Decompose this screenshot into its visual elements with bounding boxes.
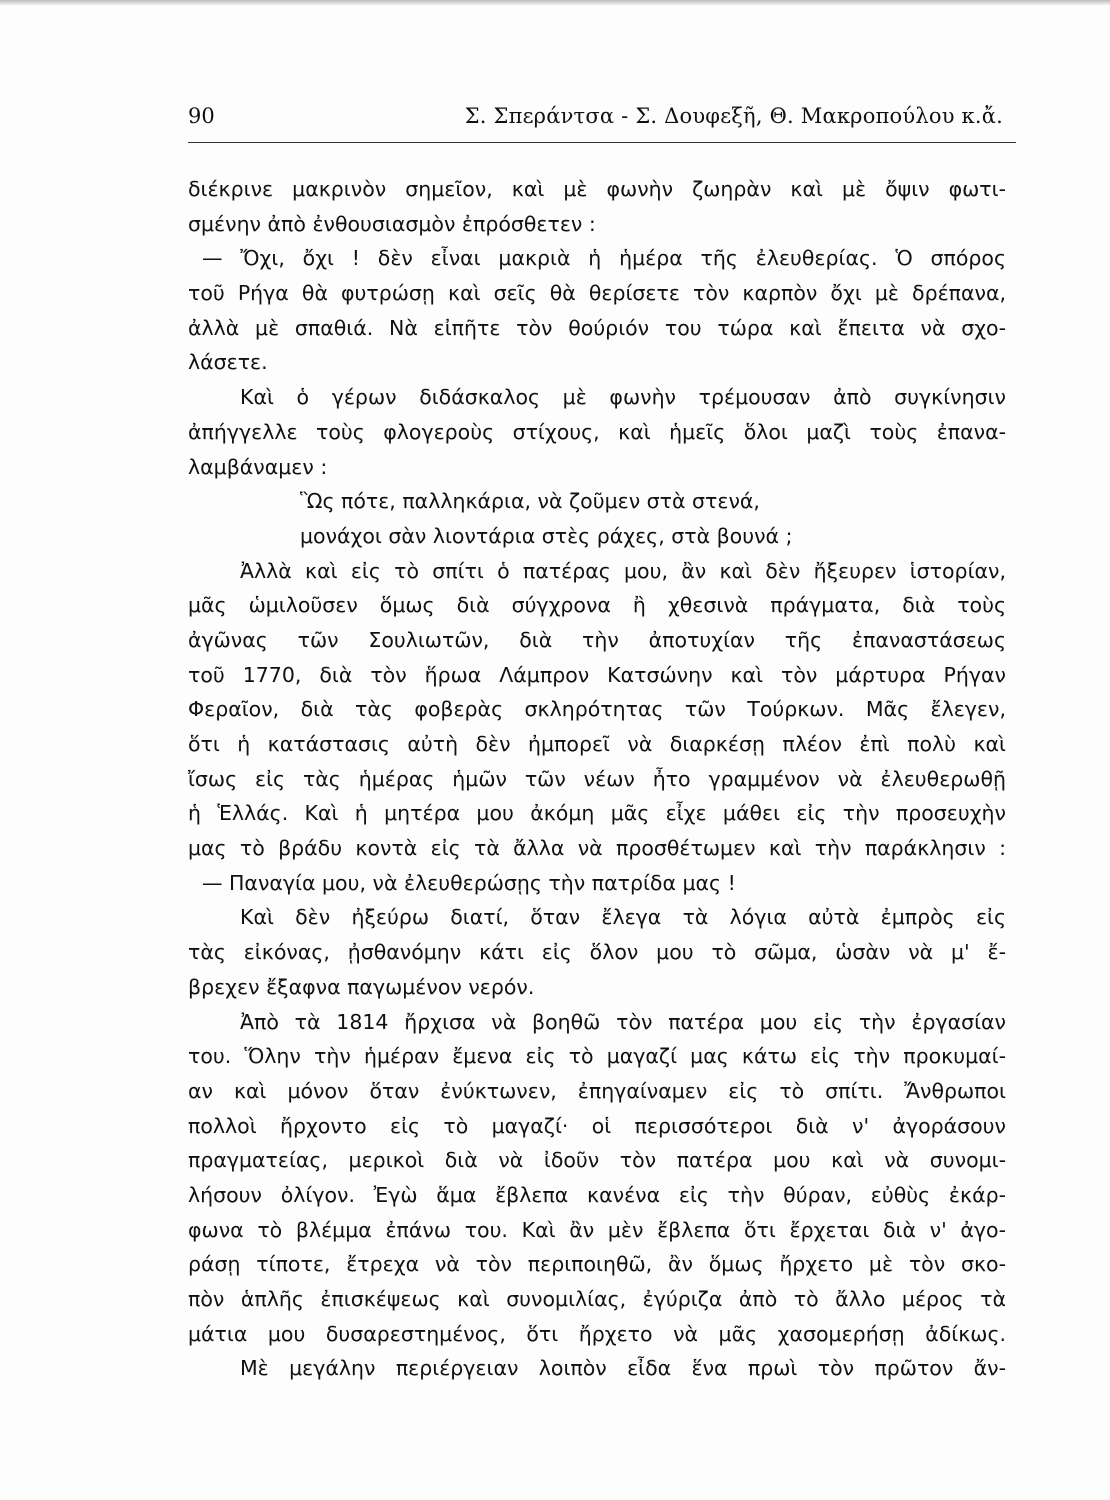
text-line: μάτια μου δυσαρεστημένος, ὅτι ἤρχετο νὰ μᾶς χασομερήσῃ ἀδίκως. [188,1321,1006,1346]
text-line: φωνα τὸ βλέμμα ἐπάνω του. Καὶ ἂν μὲν ἔβλεπα ὅτι ἔρχεται διὰ ν' ἀγο- [188,1217,1006,1242]
text-line: σμένην ἀπὸ ἐνθουσιασμὸν ἐπρόσθετεν : [188,211,596,236]
text-line: ἡ Ἑλλάς. Καὶ ἡ μητέρα μου ἀκόμη μᾶς εἶχε μάθει εἰς τὴν προσευχὴν [188,801,1006,826]
text-line: ὅτι ἡ κατάστασις αὐτὴ δὲν ἠμπορεῖ νὰ διαρκέσῃ πλέον ἐπὶ πολὺ καὶ [188,732,1006,756]
text-line: ράσῃ τίποτε, ἔτρεχα νὰ τὸν περιποιηθῶ, ἂν ὅμως ἤρχετο μὲ τὸν σκο- [188,1252,1006,1277]
text-line: διέκρινε μακρινὸν σημεῖον, καὶ μὲ φωνὴν ζωηρὰν καὶ μὲ ὄψιν φωτι- [188,177,1006,201]
text-line: μας τὸ βράδυ κοντὰ εἰς τὰ ἄλλα νὰ προσθέτωμεν καὶ τὴν παράκλησιν : [188,836,1006,861]
text-line: λάσετε. [188,350,268,375]
text-line: μᾶς ὡμιλοῦσεν ὅμως διὰ σύγχρονα ἢ χθεσινὰ πράγματα, διὰ τοὺς [188,593,1006,618]
text-line: πραγματείας, μερικοὶ διὰ νὰ ἰδοῦν τὸν πατέρα μου καὶ νὰ συνομι- [188,1148,1006,1173]
verse-line: Ὣς πότε, παλληκάρια, νὰ ζοῦμεν στὰ στενά, [300,489,760,514]
text-line: βρεχεν ἔξαφνα παγωμένον νερόν. [188,974,535,999]
text-line: του. Ὅλην τὴν ἡμέραν ἔμενα εἰς τὸ μαγαζί μας κάτω εἰς τὴν προκυμαί- [188,1044,1006,1069]
text-line: Καὶ ὁ γέρων διδάσκαλος μὲ φωνὴν τρέμουσαν ἀπὸ συγκίνησιν [240,385,1006,410]
body-text [188,172,1006,1386]
header-title: Σ. Σπεράντσα - Σ. Δουφεξῆ, Θ. Μακροπούλου κ.ἄ. [464,104,1003,128]
text-line: Ἀλλὰ καὶ εἰς τὸ σπίτι ὁ πατέρας μου, ἂν καὶ δὲν ἤξευρεν ἱστορίαν, [240,558,1006,583]
text-line: λήσουν ὀλίγον. Ἐγὼ ἅμα ἔβλεπα κανένα εἰς τὴν θύραν, εὐθὺς ἐκάρ- [188,1182,1006,1207]
text-line: τοῦ Ρήγα θὰ φυτρώσῃ καὶ σεῖς θὰ θερίσετε τὸν καρπὸν ὄχι μὲ δρέπανα, [188,281,1006,306]
text-line: Ἀπὸ τὰ 1814 ἤρχισα νὰ βοηθῶ τὸν πατέρα μου εἰς τὴν ἐργασίαν [240,1009,1006,1034]
text-line: ἀπήγγελλε τοὺς φλογεροὺς στίχους, καὶ ἡμεῖς ὅλοι μαζὶ τοὺς ἐπανα- [188,419,1006,444]
verse-line: μονάχοι σὰν λιοντάρια στὲς ράχες, στὰ βουνά ; [300,523,793,548]
scan-edge [0,0,1110,6]
text-line: πολλοὶ ἤρχοντο εἰς τὸ μαγαζί· οἱ περισσότεροι διὰ ν' ἀγοράσουν [188,1113,1006,1138]
text-line: Καὶ δὲν ἠξεύρω διατί, ὅταν ἔλεγα τὰ λόγια αὐτὰ ἐμπρὸς εἰς [240,905,1006,930]
text-line: Φεραῖον, διὰ τὰς φοβερὰς σκληρότητας τῶν Τούρκων. Μᾶς ἔλεγεν, [188,697,1006,722]
text-line: ἀλλὰ μὲ σπαθιά. Νὰ εἰπῆτε τὸν θούριόν του τώρα καὶ ἔπειτα νὰ σχο- [188,315,1006,340]
text-line: — Ὄχι, ὄχι ! δὲν εἶναι μακριὰ ἡ ἡμέρα τῆς ἐλευθερίας. Ὁ σπόρος [202,246,1006,271]
running-header [188,100,1003,140]
text-line: λαμβάναμεν : [188,454,328,479]
text-line: ἴσως εἰς τὰς ἡμέρας ἡμῶν τῶν νέων ἦτο γραμμένον νὰ ἐλευθερωθῇ [188,766,1006,791]
text-line: αν καὶ μόνον ὅταν ἐνύκτωνεν, ἐπηγαίναμεν εἰς τὸ σπίτι. Ἄνθρωποι [188,1078,1006,1103]
text-line: ἀγῶνας τῶν Σουλιωτῶν, διὰ τὴν ἀποτυχίαν τῆς ἐπαναστάσεως [188,627,1006,652]
page-number: 90 [188,104,215,128]
text-line: τὰς εἰκόνας, ᾐσθανόμην κάτι εἰς ὅλον μου τὸ σῶμα, ὡσὰν νὰ μ' ἔ- [188,940,1006,965]
text-line: πὸν ἁπλῆς ἐπισκέψεως καὶ συνομιλίας, ἐγύριζα ἀπὸ τὸ ἄλλο μέρος τὰ [188,1287,1006,1311]
header-rule [188,142,1016,143]
text-line: — Παναγία μου, νὰ ἐλευθερώσῃς τὴν πατρίδα μας ! [202,870,736,895]
text-line: τοῦ 1770, διὰ τὸν ἥρωα Λάμπρον Κατσώνην καὶ τὸν μάρτυρα Ρήγαν [188,662,1006,687]
text-line: Μὲ μεγάλην περιέργειαν λοιπὸν εἶδα ἕνα πρωὶ τὸν πρῶτον ἄν- [240,1356,1006,1381]
